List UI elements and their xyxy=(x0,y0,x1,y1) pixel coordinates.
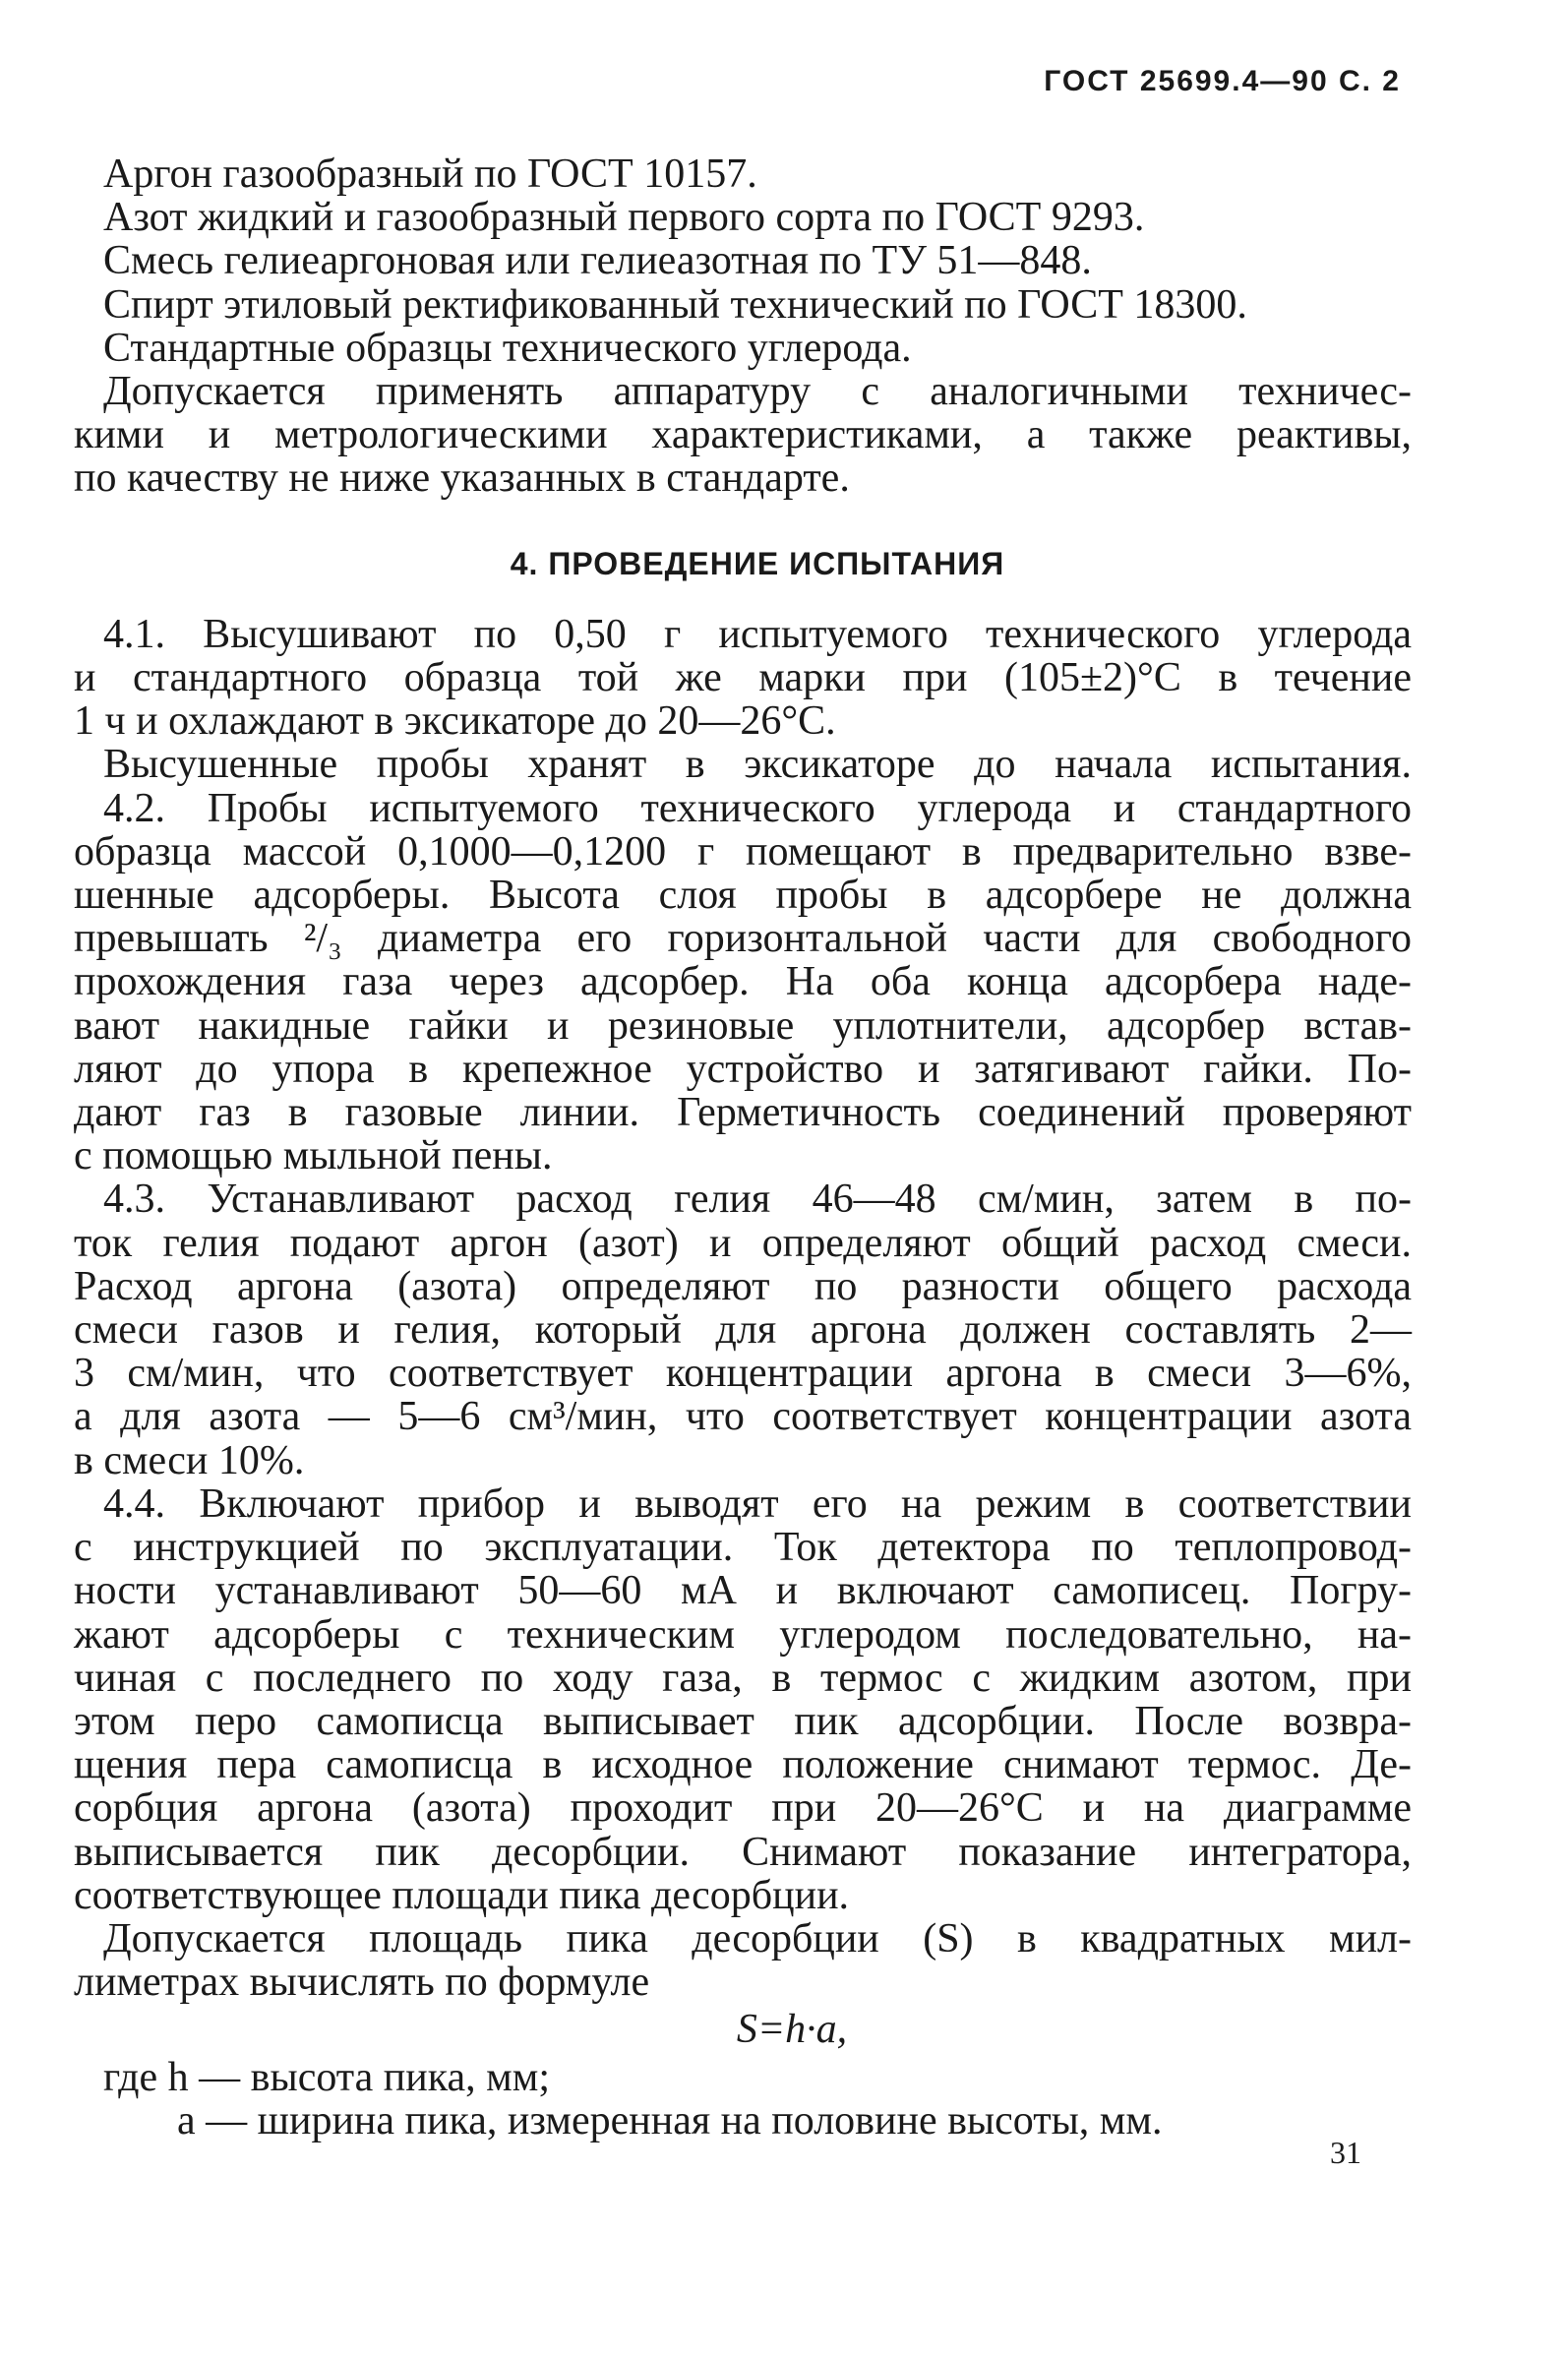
text-line: соответствующее площади пика десорбции. xyxy=(74,1872,850,1918)
text-line: Высушенные пробы хранят в эксикаторе до начала испытания. xyxy=(103,742,1412,788)
text-line: выписывается пик десорбции. Снимают показание интегратора, xyxy=(74,1829,1412,1875)
text-line: с помощью мыльной пены. xyxy=(74,1133,553,1179)
text-line: Смесь гелиеаргоновая или гелиеазотная по ТУ 51—848. xyxy=(103,238,1092,284)
text-line: дают газ в газовые линии. Герметичность соединений проверяют xyxy=(74,1090,1412,1136)
text-line: этом перо самописца выписывает пик адсорбции. После возвра- xyxy=(74,1698,1412,1744)
text-line: 4.2. Пробы испытуемого технического углерода и стандартного xyxy=(103,785,1412,831)
text-line: Спирт этиловый ректификованный технический по ГОСТ 18300. xyxy=(103,281,1247,328)
text-line: с инструкцией по эксплуатации. Ток детектора по теплопровод- xyxy=(74,1525,1412,1571)
text-line: ток гелия подают аргон (азот) и определяют общий расход смеси. xyxy=(74,1220,1412,1266)
text-line: Стандартные образцы технического углерода. xyxy=(103,325,912,371)
text-line: Расход аргона (азота) определяют по разности общего расхода xyxy=(74,1263,1412,1309)
text-line: лиметрах вычислять по формуле xyxy=(74,1960,650,2006)
text-line: прохождения газа через адсорбер. На оба конца адсорбера наде- xyxy=(74,959,1412,1005)
text-line: кими и метрологическими характеристиками, а также реактивы, xyxy=(74,412,1412,458)
text-line: в смеси 10%. xyxy=(74,1437,305,1483)
text-line: 1 ч и охлаждают в эксикаторе до 20—26°С. xyxy=(74,698,836,745)
text-line: 3 см/мин, что соответствует концентрации аргона в смеси 3—6%, xyxy=(74,1351,1412,1397)
text-line: и стандартного образца той же марки при (105±2)°С в течение xyxy=(74,655,1412,701)
text-line: ляют до упора в крепежное устройство и затягивают гайки. По- xyxy=(74,1046,1412,1092)
document-body xyxy=(74,151,1412,2143)
page-number: 31 xyxy=(1330,2135,1361,2170)
formula-legend-line: где h — высота пика, мм; xyxy=(103,2054,550,2100)
text-line: шенные адсорберы. Высота слоя пробы в адсорбере не должна xyxy=(74,873,1412,919)
formula: S=h·a, xyxy=(736,2007,848,2053)
text-line: 4.4. Включают прибор и выводят его на режим в соответствии xyxy=(103,1480,1412,1527)
page-header: ГОСТ 25699.4—90 С. 2 xyxy=(1044,65,1401,97)
text-line: 4.1. Высушивают по 0,50 г испытуемого технического углерода xyxy=(103,611,1412,657)
text-line: Допускается площадь пика десорбции (S) в квадратных мил- xyxy=(103,1915,1412,1962)
text-line: Допускается применять аппаратуру с аналогичными техничес- xyxy=(103,369,1412,415)
text-line: 4.3. Устанавливают расход гелия 46—48 см/мин, затем в по- xyxy=(103,1177,1412,1223)
text-line: Азот жидкий и газообразный первого сорта по ГОСТ 9293. xyxy=(103,195,1145,241)
text-line: образца массой 0,1000—0,1200 г помещают в предварительно взве- xyxy=(74,828,1412,875)
text-line: превышать ²/₃ диаметра его горизонтальной части для свободного xyxy=(74,916,1412,962)
text-line: а для азота — 5—6 см³/мин, что соответствует концентрации азота xyxy=(74,1394,1412,1440)
text-line: щения пера самописца в исходное положение снимают термос. Де- xyxy=(74,1742,1412,1788)
text-line: Аргон газообразный по ГОСТ 10157. xyxy=(103,151,757,197)
text-line: ности устанавливают 50—60 мА и включают самописец. Погру- xyxy=(74,1568,1412,1614)
text-line: по качеству не ниже указанных в стандарте. xyxy=(74,455,850,502)
text-line: жают адсорберы с техническим углеродом последовательно, на- xyxy=(74,1611,1412,1658)
text-line: вают накидные гайки и резиновые уплотнители, адсорбер встав- xyxy=(74,1002,1412,1049)
section-heading: 4. ПРОВЕДЕНИЕ ИСПЫТАНИЯ xyxy=(510,545,1005,581)
text-line: сорбция аргона (азота) проходит при 20—26°С и на диаграмме xyxy=(74,1785,1412,1832)
formula-legend-line: a — ширина пика, измеренная на половине высоты, мм. xyxy=(177,2097,1163,2143)
text-line: смеси газов и гелия, который для аргона должен составлять 2— xyxy=(74,1307,1412,1354)
text-line: чиная с последнего по ходу газа, в термос с жидким азотом, при xyxy=(74,1655,1412,1701)
